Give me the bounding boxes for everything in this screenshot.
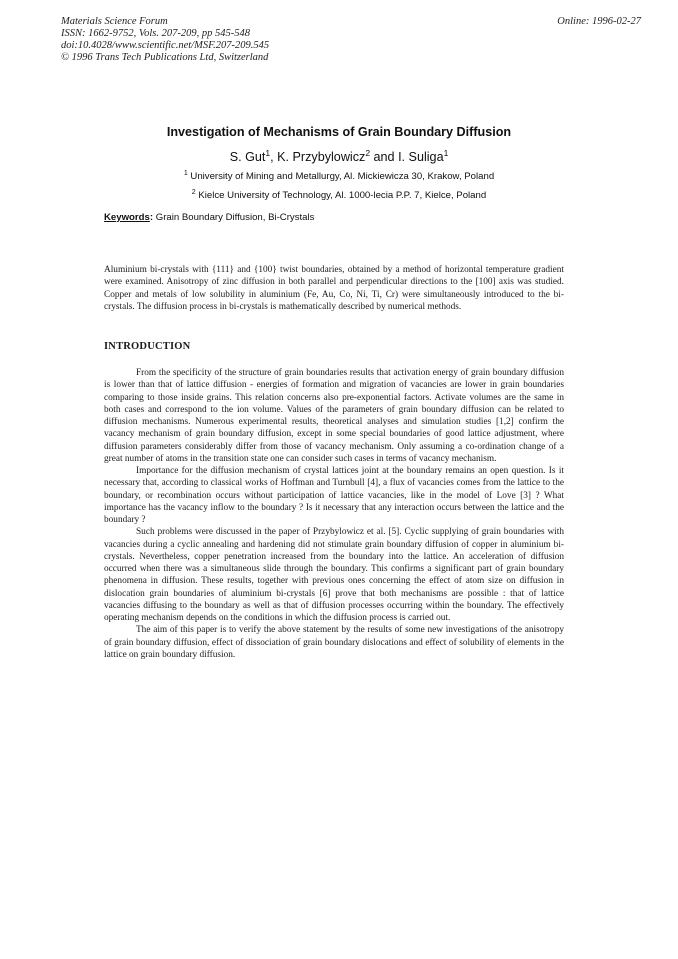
online-date: Online: 1996-02-27 [557, 16, 641, 27]
affiliation-text: Kielce University of Technology, Al. 1000-lecia P.P. 7, Kielce, Poland [195, 190, 487, 201]
author-affil-mark: 1 [265, 147, 271, 158]
affiliation-mark: 1 [183, 169, 188, 177]
affiliation-mark: 2 [191, 188, 196, 196]
paper-title: Investigation of Mechanisms of Grain Boundary Diffusion [166, 125, 512, 139]
author-separator: and [370, 150, 399, 164]
introduction-body [104, 367, 564, 661]
author-name: K. Przybylowicz [277, 150, 366, 164]
author-affil-mark: 1 [443, 147, 449, 158]
author-separator: , [270, 150, 278, 164]
paragraph: Importance for the diffusion mechanism of crystal lattices joint at the boundary remains an open question. Is it necessary that, according to classical works of Hoffman and Turnbull [4], a flux of vacancies comes from the lattice to the boundary, or recombination occurs without participation of lattice vacancies, like in the model of Love [3] ? What importance has the vacancy inflow to the boundary ? Is it necessary that any interaction occurs between the lattice and the boundary ? [104, 466, 564, 525]
affiliation [0, 190, 678, 201]
author-name: S. Gut [229, 150, 266, 164]
abstract: Aluminium bi-crystals with {111} and {100} twist boundaries, obtained by a method of horizontal temperature gradient were examined. Anisotropy of zinc diffusion in both parallel and perpendicular directions to the [100] axis was studied. Copper and metals of low solubility in aluminium (Fe, Au, Co, Ni, Ti, Cr) were simultaneously introduced to the bi-crystals. The diffusion process in bi-crystals is mathematically described by numerical methods. [104, 265, 564, 312]
journal-header [61, 16, 269, 64]
journal-issn: ISSN: 1662-9752, Vols. 207-209, pp 545-548 [61, 28, 250, 39]
affiliation-text: University of Mining and Metallurgy, Al. Mickiewicza 30, Krakow, Poland [187, 171, 495, 182]
author-affil-mark: 2 [365, 147, 371, 158]
keywords-colon: : [149, 212, 156, 223]
paragraph: Such problems were discussed in the paper of Przybylowicz et al. [5]. Cyclic supplying of grain boundaries with vacancies during a cyclic annealing and hardening did not stimulate grain boundary diffusion of copper in aluminium bi-crystals. Nevertheless, copper penetration increased from the boundary into the lattice. An acceleration of diffusion occurred when there was a simultaneous slide through the boundary. This confirms a significant part of grain boundary phenomena in diffusion. These results, together with previous ones concerning the effect of atom size on diffusion in dislocation grain boundaries of aluminium bi-crystals [6] prove that both mechanisms are possible : that of lattice vacancies diffusing to the boundary as well as that of diffusion processes occurring within the boundary. The effectively operating mechanism depends on the conditions in which the diffusion process is carried out. [104, 527, 564, 623]
author-list [0, 147, 678, 164]
affiliation [0, 171, 678, 182]
section-heading: INTRODUCTION [104, 341, 191, 352]
paragraph: The aim of this paper is to verify the above statement by the results of some new investigations of the anisotropy of grain boundary diffusion, effect of dissociation of grain boundary dislocations and effect of solubility of elements in the lattice on grain boundary diffusion. [104, 625, 564, 660]
keywords-text: Grain Boundary Diffusion, Bi-Crystals [155, 212, 315, 223]
paragraph: From the specificity of the structure of grain boundaries results that activation energy of grain boundary diffusion is lower than that of lattice diffusion - energies of formation and migration of vacancies are lower in grain boundaries comparing to those inside grains. This relation concerns also pre-exponential factors. Activate volumes are the same in both cases and correspond to the ion volume. Values of the parameters of grain boundary diffusion can be related to diffusion mechanisms. Numerous experimental results, theoretical analyses and simulation studies [1,2] confirm the vacancy mechanism of grain boundary diffusion, except in some special boundaries of good lattice adjustment, where diffusion parameters considerably differ from those of vacancy mechanism. Only assuming a co-ordination change of a great number of atoms in the transition state one can consider such cases in terms of vacancy mechanism. [104, 368, 564, 464]
journal-name: Materials Science Forum [61, 16, 168, 27]
keywords [104, 212, 314, 223]
journal-copyright: © 1996 Trans Tech Publications Ltd, Switzerland [61, 52, 269, 63]
keywords-label: Keywords [104, 212, 150, 223]
author-name: I. Suliga [398, 150, 444, 164]
journal-doi: doi:10.4028/www.scientific.net/MSF.207-209.545 [61, 40, 270, 51]
